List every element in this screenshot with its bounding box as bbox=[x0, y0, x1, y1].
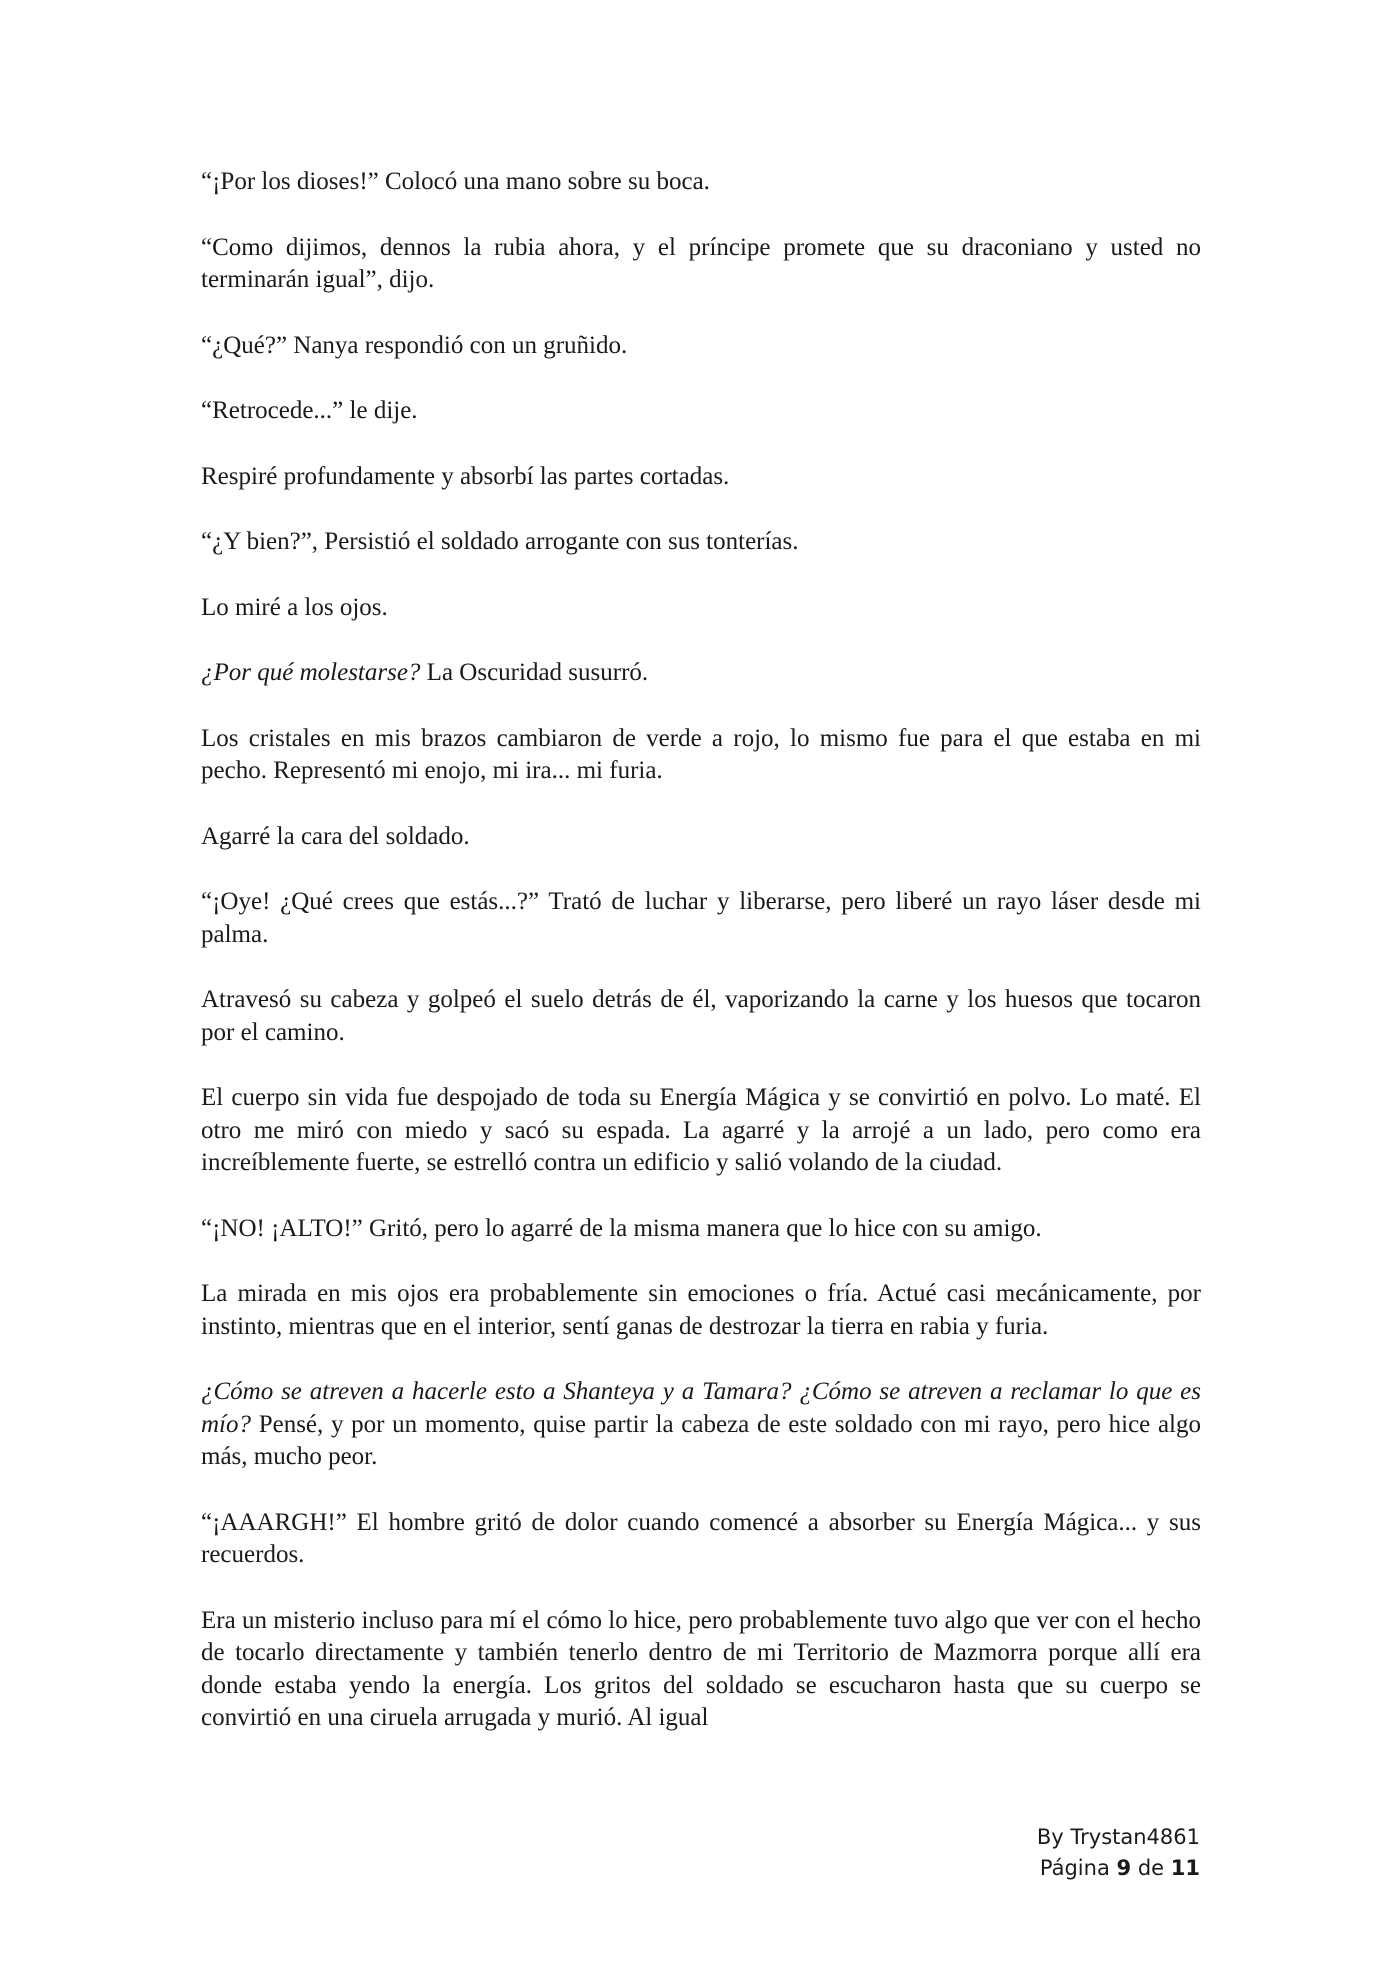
page-label: Página bbox=[1039, 1856, 1110, 1880]
page-number: 9 bbox=[1116, 1856, 1132, 1880]
paragraph: “¡Por los dioses!” Colocó una mano sobre su boca. bbox=[201, 168, 710, 195]
paragraph: “Retrocede...” le dije. bbox=[201, 397, 418, 424]
body-text bbox=[201, 166, 1201, 1768]
paragraph: “¿Qué?” Nanya respondió con un gruñido. bbox=[201, 331, 628, 359]
italic-thought: ¿Cómo se atreven a hacerle esto a Shanteya y a Tamara? ¿Cómo se atreven a reclamar lo que es mío? bbox=[201, 1378, 1201, 1438]
italic-thought: ¿Por qué molestarse? bbox=[201, 659, 421, 686]
paragraph: Agarré la cara del soldado. bbox=[201, 822, 470, 850]
paragraph: “¡Oye! ¿Qué crees que estás...?” Trató de luchar y liberarse, pero liberé un rayo láser desde mi palma. bbox=[201, 888, 1201, 948]
paragraph: Atravesó su cabeza y golpeó el suelo detrás de él, vaporizando la carne y los huesos que tocaron por el camino. bbox=[201, 986, 1201, 1046]
paragraph: “Como dijimos, dennos la rubia ahora, y el príncipe promete que su draconiano y usted no terminarán igual”, dijo. bbox=[201, 233, 1201, 293]
paragraph: “¡AAARGH!” El hombre gritó de dolor cuando comencé a absorber su Energía Mágica... y sus recuerdos. bbox=[201, 1508, 1201, 1568]
total-pages: 11 bbox=[1170, 1856, 1200, 1880]
paragraph: “¡NO! ¡ALTO!” Gritó, pero lo agarré de la misma manera que lo hice con su amigo. bbox=[201, 1214, 1042, 1242]
author-line: By Trystan4861 bbox=[1036, 1825, 1200, 1849]
paragraph: ¿Cómo se atreven a hacerle esto a Shanteya y a Tamara? ¿Cómo se atreven a reclamar lo que es mío? Pensé, y por un momento, quise partir la cabeza de este soldado con mi rayo, pero hice algo más, mucho peor. bbox=[201, 1378, 1201, 1470]
paragraph: Era un misterio incluso para mí el cómo lo hice, pero probablemente tuvo algo que ver con el hecho de tocarlo directamente y también tenerlo dentro de mi Territorio de Mazmorra porque allí era donde estaba yendo la energía. Los gritos del soldado se escucharon hasta que su cuerpo se convirtió en una ciruela arrugada y murió. Al igual bbox=[201, 1606, 1201, 1731]
paragraph: La mirada en mis ojos era probablemente sin emociones o fría. Actué casi mecánicamente, por instinto, mientras que en el interior, sentí ganas de destrozar la tierra en rabia y furia. bbox=[201, 1280, 1201, 1340]
paragraph: Lo miré a los ojos. bbox=[201, 593, 388, 621]
page-counter bbox=[1037, 1853, 1200, 1884]
paragraph: ¿Por qué molestarse? La Oscuridad susurró. bbox=[201, 659, 649, 686]
of-label: de bbox=[1137, 1856, 1165, 1880]
paragraph: Los cristales en mis brazos cambiaron de verde a rojo, lo mismo fue para el que estaba en mi pecho. Representó mi enojo, mi ira... mi furia. bbox=[201, 724, 1201, 784]
paragraph: “¿Y bien?”, Persistió el soldado arrogante con sus tonterías. bbox=[201, 528, 799, 555]
page-footer bbox=[1037, 1822, 1200, 1884]
paragraph: El cuerpo sin vida fue despojado de toda su Energía Mágica y se convirtió en polvo. Lo maté. El otro me miró con miedo y sacó su espada. La agarré y la arrojé a un lado, pero como era increíblemente fuerte, se estrelló contra un edificio y salió volando de la ciudad. bbox=[201, 1084, 1201, 1176]
paragraph: Respiré profundamente y absorbí las partes cortadas. bbox=[201, 462, 730, 490]
